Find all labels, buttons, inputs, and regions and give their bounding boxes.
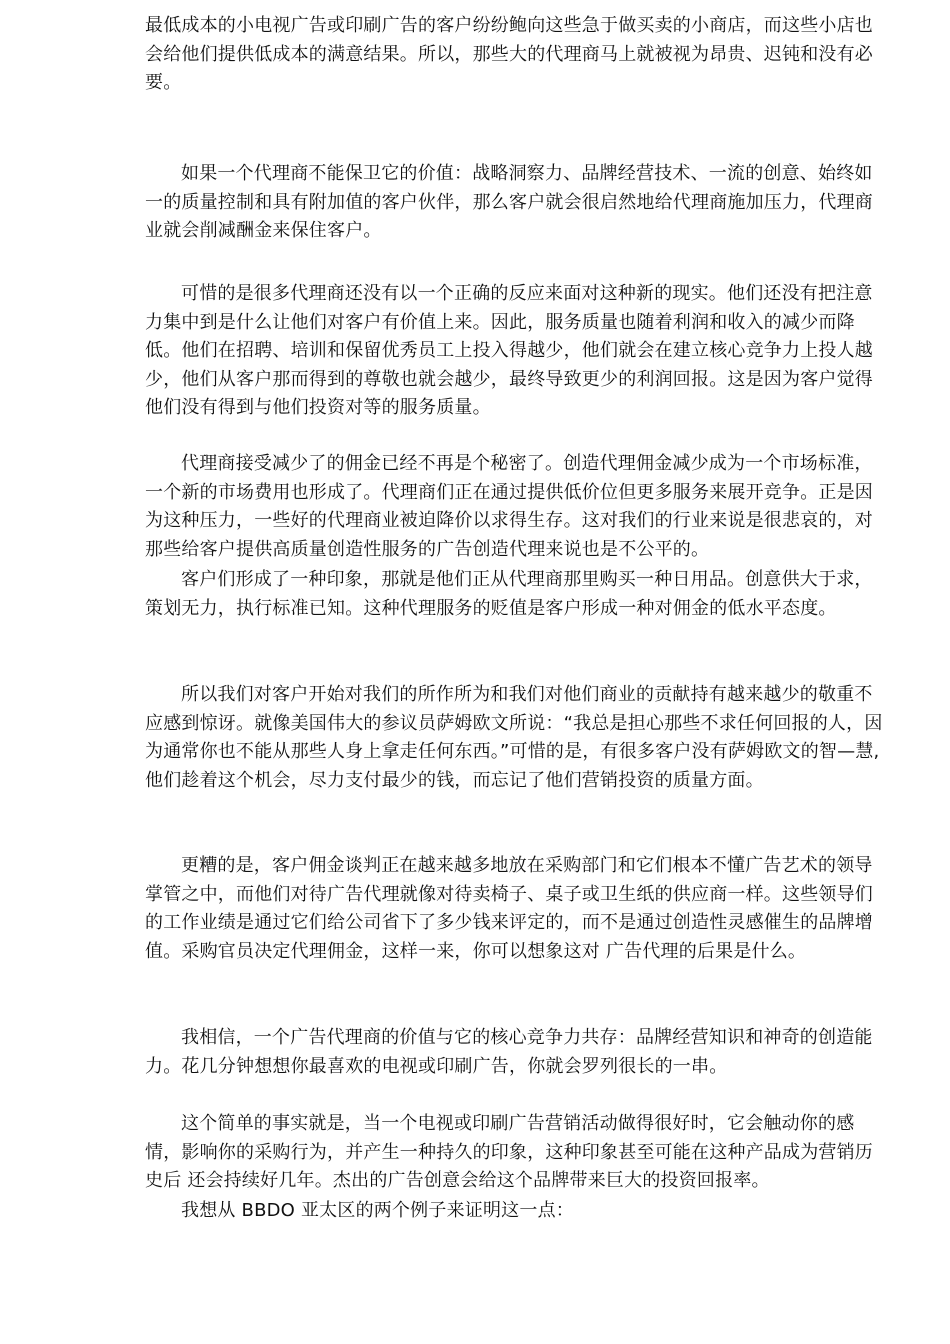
paragraph-1: 最低成本的小电视广告或印刷广告的客户纷纷鲍向这些急于做买卖的小商店，而这些小店也会给他们提供低成本的满意结果。所以，那些大的代理商马上就被视为昂贵、迟钝和没有必要。 (145, 15, 873, 93)
paragraph-7: 更糟的是，客户佣金谈判正在越来越多地放在采购部门和它们根本不懂广告艺术的领导掌管之中，而他们对待广告代理就像对待卖椅子、桌子或卫生纸的供应商一样。这些领导们 的工作业绩是通过它们给公司省下了多少钱来评定的，而不是通过创造性灵感催生的品牌增值。采购官员决定代理佣金，这样一来，你可以想象这对 广告代理的后果是什么。 (145, 855, 873, 962)
paragraph-5: 客户们形成了一种印象，那就是他们正从代理商那里购买一种日用品。创意供大于求，策划无力，执行标准已知。这种代理服务的贬值是客户形成一种对佣金的低水平态度。 (145, 569, 873, 619)
paragraph-9: 这个简单的事实就是，当一个电视或印刷广告营销活动做得很好时，它会触动你的感情，影响你的采购行为，并产生一种持久的印象，这种印象甚至可能在这种产品成为营销历史后 还会持续好几年。杰出的广告创意会给这个品牌带来巨大的投资回报率。 (145, 1113, 873, 1191)
paragraph-8: 我相信，一个广告代理商的价值与它的核心竞争力共存：品牌经营知识和神奇的创造能力。花几分钟想想你最喜欢的电视或印刷广告，你就会罗列很长的一串。 (145, 1027, 873, 1077)
paragraph-6: 所以我们对客户开始对我们的所作所为和我们对他们商业的贡献持有越来越少的敬重不应感到惊讶。就像美国伟大的参议员萨姆欧文所说：“我总是担心那些不求任何回报的人，因为通常你也不能从那些人身上拿走任何东西。”可惜的是，有很多客户没有萨姆欧文的智—慧,他们趁着这个机会，尽力支付最少的钱，而忘记了他们营销投资的质量方面。 (145, 684, 883, 791)
paragraph-2: 如果一个代理商不能保卫它的价值：战略洞察力、品牌经营技术、一流的创意、始终如一的质量控制和具有附加值的客户伙伴，那么客户就会很启然地给代理商施加压力，代理商业就会削减酬金来保住客户。 (145, 163, 873, 241)
paragraph-4: 代理商接受减少了的佣金已经不再是个秘密了。创造代理佣金减少成为一个市场标准，一个新的市场费用也形成了。代理商们正在通过提供低价位但更多服务来展开竞争。正是因为这种压力，一些好的代理商业被迫降价以求得生存。这对我们的行业来说是很悲哀的，对那些给客户提供高质量创造性服务的广告创造代理来说也是不公平的。 (145, 453, 873, 560)
paragraph-3: 可惜的是很多代理商还没有以一个正确的反应来面对这种新的现实。他们还没有把注意力集中到是什么让他们对客户有价值上来。因此，服务质量也随着利润和收入的减少而降低。他们在招聘、培训和保留优秀员工上投入得越少，他们就会在建立核心竞争力上投人越少，他们从客户那而得到的尊敬也就会越少，最终导致更少的利润回报。这是因为客户觉得他们没有得到与他们投资对等的服务质量。 (145, 283, 873, 418)
paragraph-10: 我想从 BBDO 亚太区的两个例子来证明这一点： (181, 1200, 574, 1221)
